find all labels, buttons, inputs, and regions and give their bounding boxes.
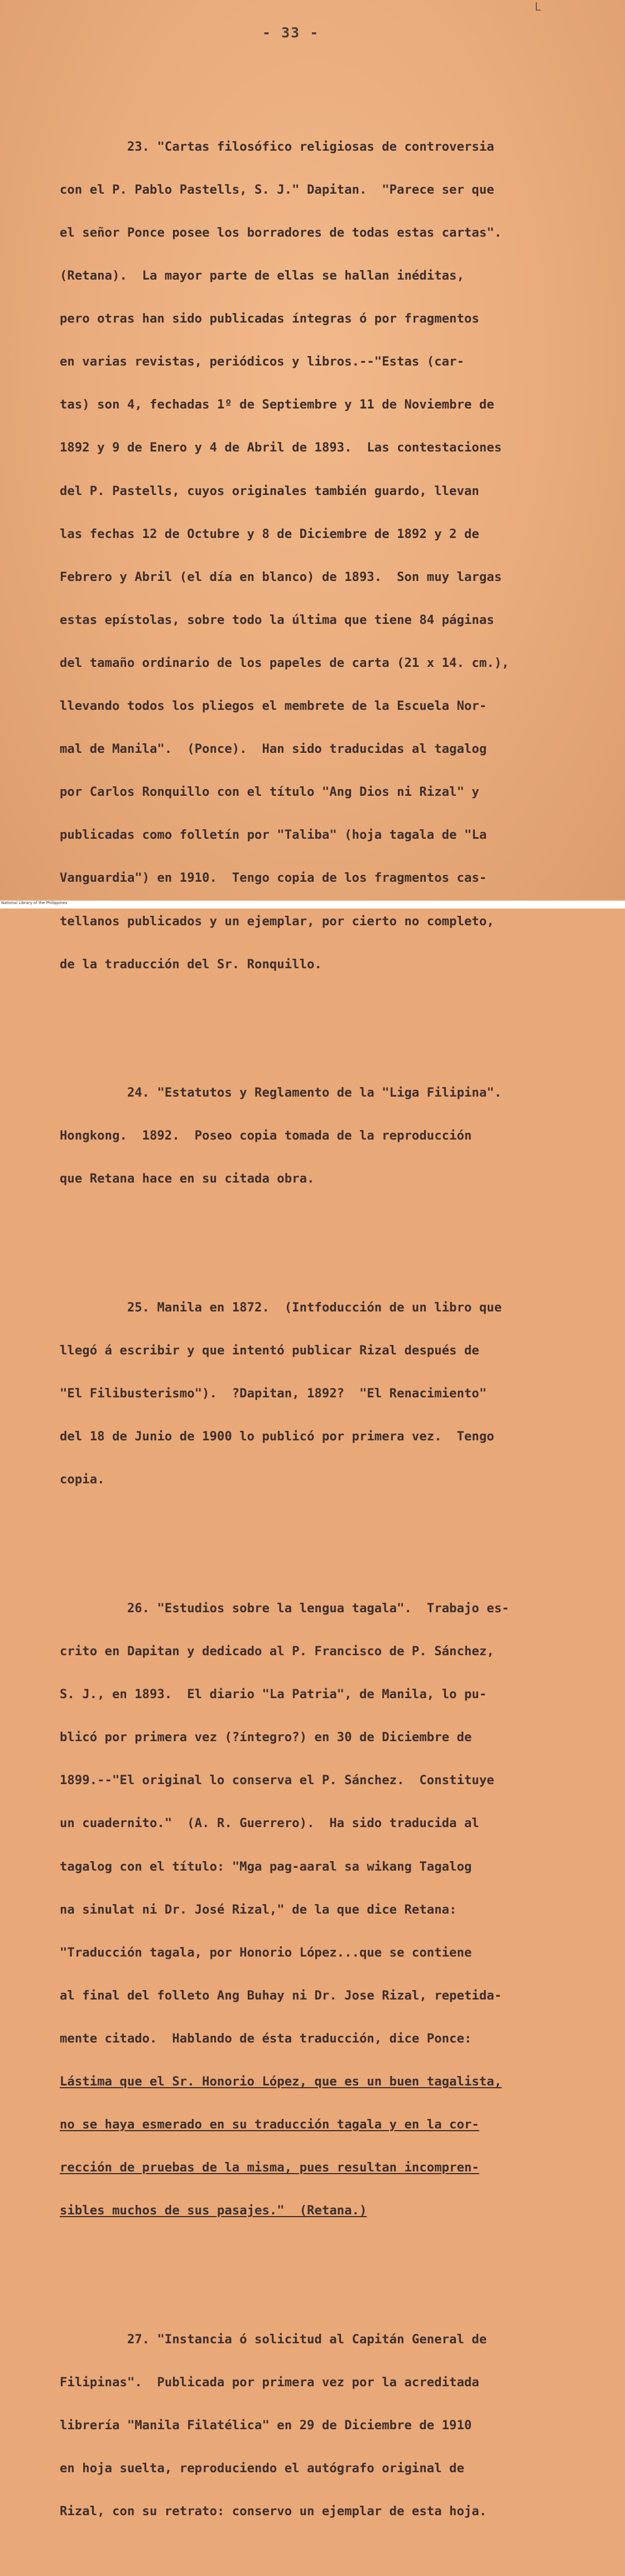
text-line: S. J., en 1893. El diario "La Patria", de Manila, lo pu-	[60, 1687, 487, 1702]
underlined-quote-line: no se haya esmerado en su traducción tagala y en la cor-	[60, 2117, 479, 2132]
text-line: de la traducción del Sr. Ronquillo.	[60, 957, 322, 972]
text-line: 1899.--"El original lo conserva el P. Sánchez. Constituye	[60, 1773, 494, 1788]
text-line: 25. Manila en 1872. (Intfoducción de un libro que	[60, 1300, 502, 1315]
text-line: por Carlos Ronquillo con el título "Ang Dios ni Rizal" y	[60, 785, 479, 800]
text-line: tas) son 4, fechadas 1º de Septiembre y 11 de Noviembre de	[60, 397, 494, 412]
text-line: Filipinas". Publicada por primera vez por la acreditada	[60, 2375, 479, 2390]
text-line: 24. "Estatutos y Reglamento de la "Liga Filipina".	[60, 1085, 502, 1100]
entry-24	[60, 1058, 590, 1215]
footer-credit: National Library of the Philippines	[1, 901, 68, 905]
text-line: 26. "Estudios sobre la lengua tagala". Trabajo es-	[60, 1601, 509, 1616]
entry-26	[60, 1573, 590, 2247]
text-line: el señor Ponce posee los borradores de todas estas cartas".	[60, 225, 502, 240]
text-line: del 18 de Junio de 1900 lo publicó por primera vez. Tengo	[60, 1429, 494, 1444]
text-line: 1892 y 9 de Enero y 4 de Abril de 1893. Las contestaciones	[60, 440, 502, 455]
text-line: "El Filibusterismo"). ?Dapitan, 1892? "El Renacimiento"	[60, 1386, 487, 1401]
text-line: al final del folleto Ang Buhay ni Dr. Jose Rizal, repetida-	[60, 1988, 502, 2003]
text-line: publicadas como folletín por "Taliba" (hoja tagala de "La	[60, 828, 487, 843]
entry-27	[60, 2304, 590, 2548]
text-line: tagalog con el título: "Mga pag-aaral sa wikang Tagalog	[60, 1859, 472, 1874]
page-number: - 33 -	[262, 25, 320, 41]
text-line: mente citado. Hablando de ésta traducción, dice Ponce:	[60, 2031, 472, 2046]
text-line: llegó á escribir y que intentó publicar Rizal después de	[60, 1343, 479, 1358]
footer-strip	[0, 901, 625, 909]
underlined-quote-line: sibles muchos de sus pasajes." (Retana.)	[60, 2203, 367, 2218]
text-line: en hoja suelta, reproduciendo el autógrafo original de	[60, 2461, 464, 2476]
entry-23	[60, 111, 590, 1000]
document-body	[60, 83, 590, 2576]
text-line: crito en Dapitan y dedicado al P. Francisco de P. Sánchez,	[60, 1644, 494, 1659]
underlined-quote-line: rección de pruebas de la misma, pues resultan incompren-	[60, 2160, 479, 2175]
text-line: Rizal, con su retrato: conservo un ejemplar de esta hoja.	[60, 2504, 487, 2519]
text-line: (Retana). La mayor parte de ellas se hallan inéditas,	[60, 268, 464, 283]
text-line: pero otras han sido publicadas íntegras ó por fragmentos	[60, 311, 479, 326]
text-line: un cuadernito." (A. R. Guerrero). Ha sido traducida al	[60, 1816, 479, 1831]
text-line: mal de Manila". (Ponce). Han sido traducidas al tagalog	[60, 742, 487, 757]
text-line: Hongkong. 1892. Poseo copia tomada de la reproducción	[60, 1128, 472, 1143]
text-line: en varias revistas, periódicos y libros.--"Estas (car-	[60, 354, 464, 369]
text-line: librería "Manila Filatélica" en 29 de Diciembre de 1910	[60, 2418, 472, 2433]
text-line: Vanguardia") en 1910. Tengo copia de los fragmentos cas-	[60, 871, 487, 886]
text-line: blicó por primera vez (?íntegro?) en 30 de Diciembre de	[60, 1730, 472, 1745]
text-line: estas epístolas, sobre todo la última que tiene 84 páginas	[60, 612, 494, 627]
text-line: 27. "Instancia ó solicitud al Capitán General de	[60, 2332, 487, 2347]
text-line: 23. "Cartas filosófico religiosas de controversia	[60, 139, 494, 154]
text-line: del tamaño ordinario de los papeles de carta (21 x 14. cm.),	[60, 655, 509, 670]
text-line: del P. Pastells, cuyos originales también guardo, llevan	[60, 483, 479, 498]
text-line: Febrero y Abril (el día en blanco) de 1893. Son muy largas	[60, 569, 502, 584]
text-line: "Traducción tagala, por Honorio López...que se contiene	[60, 1945, 472, 1960]
text-line: llevando todos los pliegos el membrete de la Escuela Nor-	[60, 699, 487, 714]
text-line: que Retana hace en su citada obra.	[60, 1171, 315, 1186]
text-line: las fechas 12 de Octubre y 8 de Diciembre de 1892 y 2 de	[60, 526, 479, 541]
text-line: copia.	[60, 1472, 105, 1487]
text-line: tellanos publicados y un ejemplar, por cierto no completo,	[60, 914, 494, 929]
corner-mark: L	[535, 0, 542, 13]
text-line: con el P. Pablo Pastells, S. J." Dapitan. "Parece ser que	[60, 182, 494, 197]
underlined-quote-line: Lástima que el Sr. Honorio López, que es un buen tagalista,	[60, 2074, 502, 2089]
text-line: na sinulat ni Dr. José Rizal," de la que dice Retana:	[60, 1902, 457, 1917]
entry-25	[60, 1272, 590, 1516]
